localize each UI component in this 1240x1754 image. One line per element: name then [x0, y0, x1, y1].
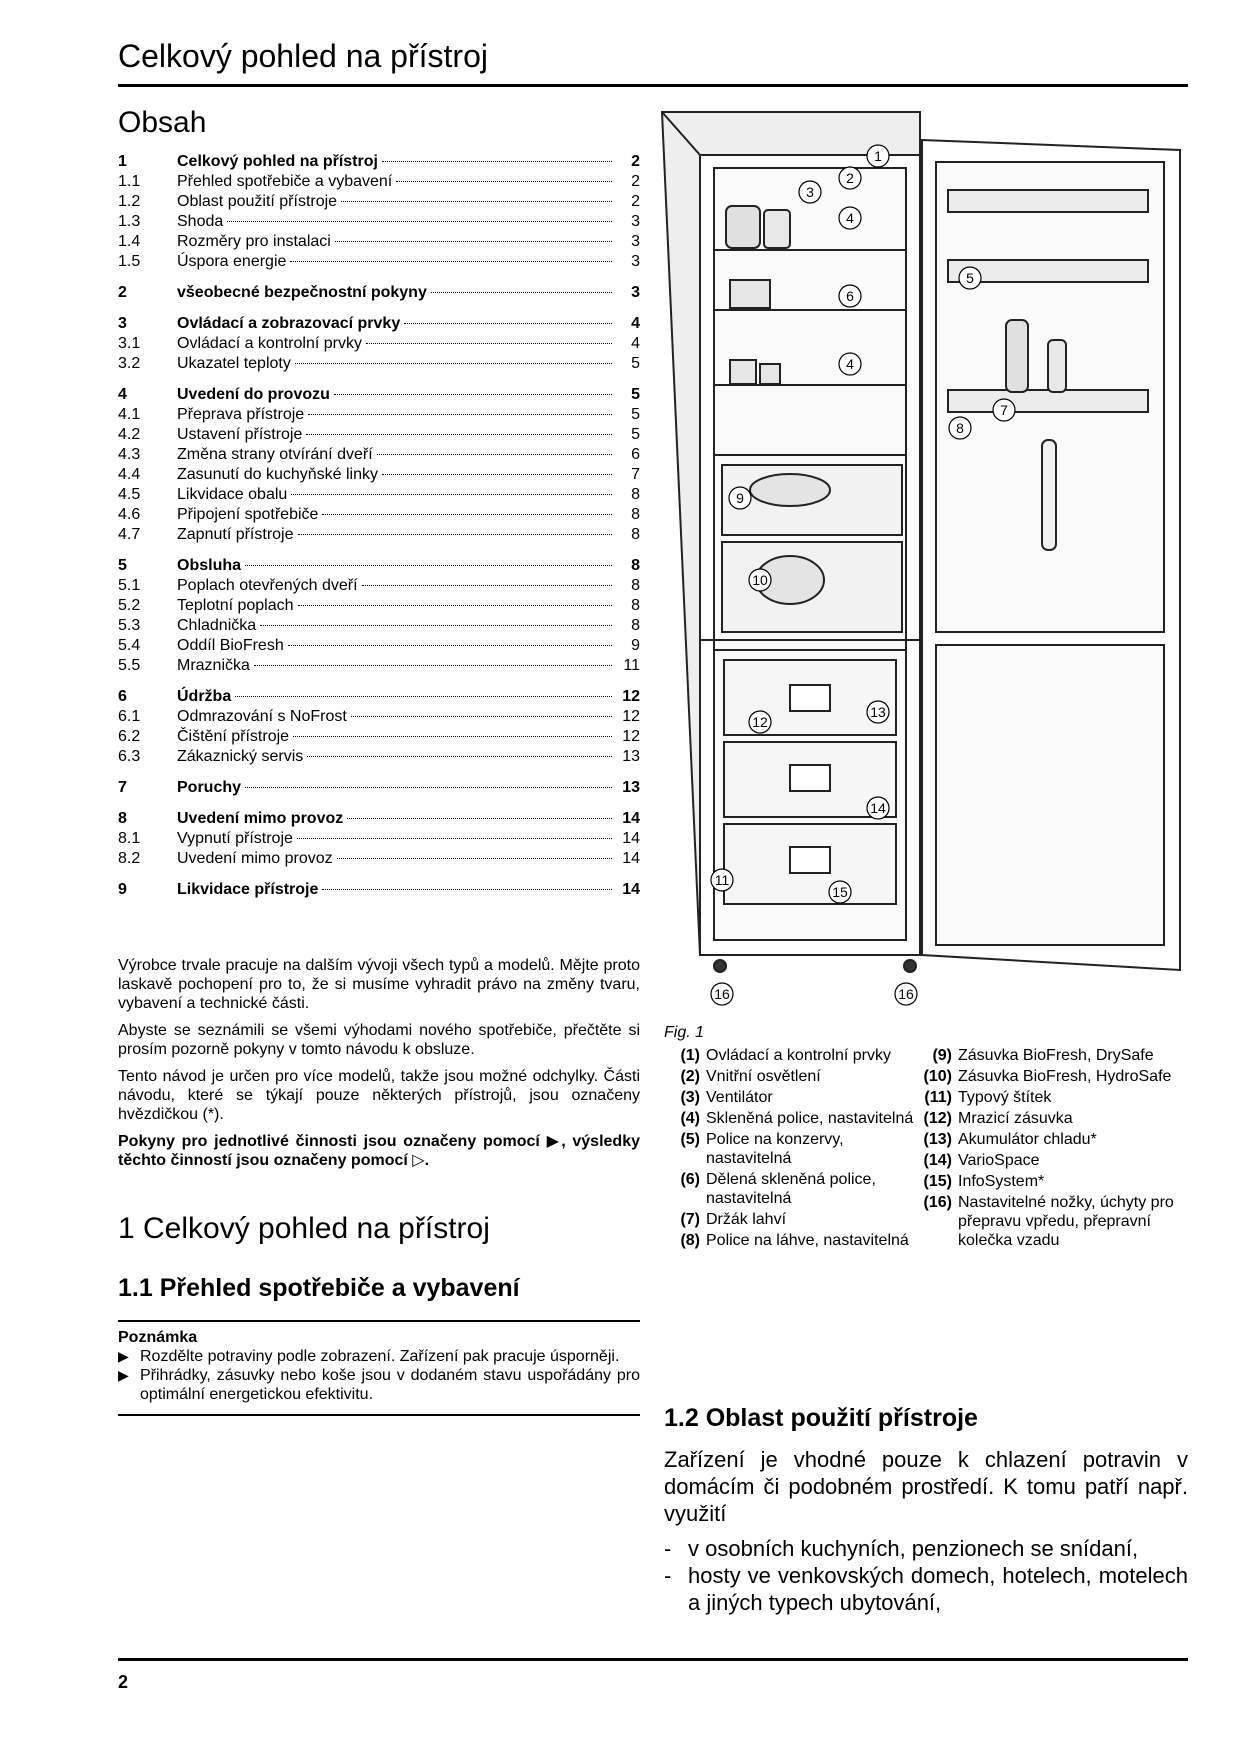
legend-text: Vnitřní osvětlení	[706, 1068, 821, 1085]
legend-number: (11)	[924, 1089, 952, 1106]
toc-entry-title: Obsluha	[177, 557, 242, 574]
toc-entry-number: 3	[118, 315, 127, 332]
toc-entry-title: Zákaznický servis	[177, 748, 304, 765]
intro-paragraph: Výrobce trvale pracuje na dalším vývoji všech typů a modelů. Mějte proto laskavě pochopení pro to, že si musíme vyhradit právo na změny tvaru, vybavení a technické části.	[118, 957, 640, 1012]
toc-entry-number: 5	[118, 557, 127, 574]
toc-entry[interactable]	[118, 505, 640, 525]
toc-entry-page: 3	[631, 284, 640, 301]
callout-label: 5	[966, 270, 974, 286]
callout-label: 16	[714, 986, 730, 1002]
toc-leader-dots	[382, 161, 612, 162]
toc-entry-number: 4.1	[118, 406, 141, 423]
callout-label: 6	[846, 288, 854, 304]
toc-entry[interactable]	[118, 556, 640, 576]
toc-entry-title: Zapnutí přístroje	[177, 526, 294, 543]
callout-label: 8	[956, 420, 964, 436]
toc-entry-number: 4.2	[118, 426, 141, 443]
legend-item	[664, 1231, 914, 1250]
toc-leader-dots	[382, 474, 612, 475]
toc-entry[interactable]	[118, 232, 640, 252]
callout-label: 3	[806, 184, 814, 200]
toc-entry-number: 5.4	[118, 637, 141, 654]
intro-paragraph: Abyste se seznámili se všemi výhodami nového spotřebiče, přečtěte si prosím pozorně pokyny v tomto návodu k obsluze.	[118, 1022, 640, 1058]
legend-text: Zásuvka BioFresh, HydroSafe	[958, 1068, 1172, 1085]
toc-leader-dots	[306, 434, 612, 435]
toc-leader-dots	[335, 241, 612, 242]
legend-text: InfoSystem*	[958, 1173, 1045, 1190]
toc-group	[118, 152, 640, 272]
toc-group	[118, 556, 640, 676]
note-item	[118, 1366, 640, 1404]
toc-entry-title: Změna strany otvírání dveří	[177, 446, 373, 463]
intro-paragraph-instructions: Pokyny pro jednotlivé činnosti jsou označeny pomocí ▶, výsledky těchto činností jsou označeny pomocí ▷.	[118, 1133, 640, 1169]
legend-item	[916, 1151, 1188, 1170]
toc-entry-title: Připojení spotřebiče	[177, 506, 319, 523]
toc-leader-dots	[362, 585, 612, 586]
legend-number: (15)	[923, 1173, 952, 1190]
toc-entry-title: Čištění přístroje	[177, 728, 290, 745]
toc-entry[interactable]	[118, 707, 640, 727]
legend-item	[916, 1088, 1188, 1107]
usage-text	[664, 1446, 1188, 1616]
toc-entry-title: Údržba	[177, 688, 232, 705]
toc-entry-page: 14	[622, 850, 640, 867]
usage-intro: Zařízení je vhodné pouze k chlazení potravin v domácím či podobném prostředí. K tomu patří např. využití	[664, 1447, 1188, 1526]
toc-leader-dots	[396, 181, 612, 182]
toc-entry-number: 1.3	[118, 213, 141, 230]
legend-number: (8)	[680, 1232, 700, 1249]
toc-entry[interactable]	[118, 172, 640, 192]
legend-number: (7)	[680, 1211, 700, 1228]
toc-entry[interactable]	[118, 596, 640, 616]
toc-leader-dots	[235, 696, 612, 697]
note-item	[118, 1347, 640, 1366]
toc-entry-number: 2	[118, 284, 127, 301]
toc-entry[interactable]	[118, 485, 640, 505]
toc-entry[interactable]	[118, 809, 640, 829]
toc-group	[118, 778, 640, 798]
callout-label: 11	[714, 872, 730, 888]
toc-entry-page: 3	[631, 253, 640, 270]
toc-entry-title: Zasunutí do kuchyňské linky	[177, 466, 378, 483]
toc-entry-page: 6	[631, 446, 640, 463]
callout-label: 13	[870, 704, 886, 720]
toc-entry-number: 1	[118, 153, 127, 170]
toc-entry-number: 7	[118, 779, 127, 796]
toc-entry-title: Poplach otevřených dveří	[177, 577, 358, 594]
toc-entry-title: Ovládací a zobrazovací prvky	[177, 315, 401, 332]
callout-label: 2	[846, 170, 854, 186]
intro-text	[118, 956, 640, 1178]
toc-entry-page: 4	[631, 315, 640, 332]
toc-entry-title: Celkový pohled na přístroj	[177, 153, 378, 170]
section-1-2-heading: 1.2 Oblast použití přístroje	[664, 1404, 978, 1432]
toc-group	[118, 687, 640, 767]
legend-number: (10)	[923, 1068, 952, 1085]
toc-entry-title: všeobecné bezpečnostní pokyny	[177, 284, 427, 301]
toc-entry-number: 6.3	[118, 748, 141, 765]
toc-group	[118, 283, 640, 303]
toc-entry[interactable]	[118, 354, 640, 374]
toc-entry-number: 1.2	[118, 193, 141, 210]
page-number: 2	[118, 1672, 129, 1692]
toc-entry-number: 5.2	[118, 597, 141, 614]
toc-entry-title: Chladnička	[177, 617, 257, 634]
legend-left	[664, 1046, 914, 1252]
fridge-figure	[660, 110, 1188, 1020]
legend-item	[916, 1172, 1188, 1191]
toc-leader-dots	[307, 756, 612, 757]
toc-entry-page: 4	[631, 335, 640, 352]
toc-entry-title: Úspora energie	[177, 253, 287, 270]
toc-entry-page: 2	[631, 173, 640, 190]
toc-entry-title: Likvidace obalu	[177, 486, 288, 503]
toc-entry-number: 5.1	[118, 577, 141, 594]
legend-item	[664, 1210, 914, 1229]
toc-entry-number: 5.5	[118, 657, 141, 674]
toc-leader-dots	[351, 716, 612, 717]
list-item-text: hosty ve venkovských domech, hotelech, motelech a jiných typech ubytování,	[688, 1563, 1188, 1615]
toc-leader-dots	[347, 818, 612, 819]
legend-number: (6)	[680, 1171, 700, 1188]
toc-entry[interactable]	[118, 192, 640, 212]
toc-entry-page: 13	[622, 779, 640, 796]
action-arrow-icon: ▶	[118, 1367, 129, 1383]
toc-entry[interactable]	[118, 252, 640, 272]
list-item	[664, 1562, 1188, 1616]
toc-group	[118, 809, 640, 869]
legend-text: Nastavitelné nožky, úchyty pro přepravu vpředu, přepravní kolečka vzadu	[958, 1194, 1174, 1249]
toc-entry-number: 6.2	[118, 728, 141, 745]
callout-label: 4	[846, 210, 854, 226]
note-title: Poznámka	[118, 1329, 198, 1346]
toc-entry-title: Ovládací a kontrolní prvky	[177, 335, 362, 352]
toc-leader-dots	[404, 323, 612, 324]
note-box	[118, 1320, 640, 1416]
toc-entry-number: 6.1	[118, 708, 141, 725]
legend-number: (5)	[680, 1131, 700, 1148]
list-item-text: v osobních kuchyních, penzionech se snídaní,	[688, 1536, 1139, 1561]
toc-entry-page: 2	[631, 193, 640, 210]
legend-number: (16)	[923, 1194, 952, 1211]
toc-leader-dots	[245, 565, 612, 566]
toc-entry[interactable]	[118, 425, 640, 445]
toc-entry-number: 5.3	[118, 617, 141, 634]
toc-entry-title: Uvedení mimo provoz	[177, 810, 344, 827]
toc-leader-dots	[377, 454, 612, 455]
toc-leader-dots	[341, 201, 612, 202]
toc-entry[interactable]	[118, 849, 640, 869]
header-rule	[118, 84, 1188, 87]
toc-leader-dots	[366, 343, 612, 344]
toc-leader-dots	[293, 736, 612, 737]
toc-entry[interactable]	[118, 727, 640, 747]
toc-entry-page: 2	[631, 153, 640, 170]
page-title: Celkový pohled na přístroj	[118, 38, 488, 74]
toc-entry[interactable]	[118, 616, 640, 636]
toc-entry-page: 7	[631, 466, 640, 483]
toc-entry[interactable]	[118, 880, 640, 900]
callout-label: 14	[870, 800, 886, 816]
toc-entry-number: 4.7	[118, 526, 141, 543]
toc-leader-dots	[295, 363, 612, 364]
toc-entry[interactable]	[118, 656, 640, 676]
callout-label: 4	[846, 356, 854, 372]
legend-item	[664, 1067, 914, 1086]
toc-entry-page: 11	[623, 657, 640, 674]
toc-entry-title: Přeprava přístroje	[177, 406, 305, 423]
toc-entry-page: 8	[631, 577, 640, 594]
toc-leader-dots	[254, 665, 612, 666]
toc-entry-page: 8	[631, 526, 640, 543]
toc-entry[interactable]	[118, 405, 640, 425]
toc-entry-title: Rozměry pro instalaci	[177, 233, 331, 250]
toc-entry-page: 5	[631, 355, 640, 372]
callout-label: 16	[898, 986, 914, 1002]
toc-leader-dots	[297, 838, 612, 839]
toc-entry-page: 8	[631, 557, 640, 574]
toc-entry-page: 5	[631, 426, 640, 443]
toc-entry-title: Uvedení mimo provoz	[177, 850, 333, 867]
toc-entry[interactable]	[118, 778, 640, 798]
legend-number: (12)	[923, 1110, 952, 1127]
door-shelf-bottles	[948, 390, 1148, 412]
toc-group	[118, 314, 640, 374]
toc-entry-page: 14	[622, 810, 640, 827]
toc-leader-dots	[298, 534, 613, 535]
legend-text: Typový štítek	[958, 1089, 1052, 1106]
toc-entry-title: Uvedení do provozu	[177, 386, 330, 403]
toc-leader-dots	[322, 889, 612, 890]
legend-item	[664, 1088, 914, 1107]
toc-entry-page: 13	[622, 748, 640, 765]
toc-entry[interactable]	[118, 385, 640, 405]
table-of-contents	[118, 152, 640, 911]
legend-text: Police na láhve, nastavitelná	[706, 1232, 909, 1249]
toc-entry-page: 5	[631, 406, 640, 423]
toc-entry[interactable]	[118, 445, 640, 465]
intro-paragraph: Tento návod je určen pro více modelů, takže jsou možné odchylky. Části návodu, které se týkají pouze některých přístrojů, jsou označeny hvězdičkou (*).	[118, 1068, 640, 1123]
legend-item	[916, 1067, 1188, 1086]
toc-entry[interactable]	[118, 212, 640, 232]
toc-entry-page: 8	[631, 486, 640, 503]
toc-leader-dots	[290, 261, 612, 262]
legend-text: VarioSpace	[958, 1152, 1040, 1169]
list-item	[664, 1535, 1188, 1562]
legend-text: Dělená skleněná police, nastavitelná	[706, 1171, 876, 1207]
toc-entry-page: 3	[631, 213, 640, 230]
toc-entry-page: 8	[631, 506, 640, 523]
toc-entry-number: 8.1	[118, 830, 141, 847]
toc-entry-title: Vypnutí přístroje	[177, 830, 293, 847]
toc-entry-title: Ustavení přístroje	[177, 426, 303, 443]
toc-leader-dots	[308, 414, 612, 415]
toc-entry-page: 12	[622, 728, 640, 745]
toc-entry-page: 9	[631, 637, 640, 654]
callout-label: 7	[1000, 402, 1008, 418]
legend-item	[916, 1193, 1188, 1250]
toc-entry-number: 4.4	[118, 466, 141, 483]
freezer-door-inner	[936, 645, 1164, 945]
toc-entry[interactable]	[118, 525, 640, 545]
toc-entry-title: Oddíl BioFresh	[177, 637, 284, 654]
toc-leader-dots	[260, 625, 612, 626]
list-dash: -	[664, 1563, 672, 1588]
toc-entry-page: 14	[622, 881, 640, 898]
legend-number: (14)	[923, 1152, 952, 1169]
section-1-1-heading: 1.1 Přehled spotřebiče a vybavení	[118, 1274, 520, 1302]
toc-leader-dots	[291, 494, 612, 495]
toc-entry-page: 12	[622, 708, 640, 725]
legend-text: Police na konzervy, nastavitelná	[706, 1131, 844, 1167]
toc-entry[interactable]	[118, 334, 640, 354]
action-arrow-icon: ▶	[118, 1348, 129, 1364]
legend-item	[664, 1130, 914, 1168]
toc-entry[interactable]	[118, 747, 640, 767]
section-1-heading: 1 Celkový pohled na přístroj	[118, 1212, 490, 1245]
toc-entry[interactable]	[118, 152, 640, 172]
legend-item	[916, 1046, 1188, 1065]
note-item-text: Rozdělte potraviny podle zobrazení. Zařízení pak pracuje úsporněji.	[140, 1348, 620, 1365]
legend-text: Akumulátor chladu*	[958, 1131, 1097, 1148]
legend-text: Zásuvka BioFresh, DrySafe	[958, 1047, 1154, 1064]
toc-group	[118, 385, 640, 545]
toc-entry-page: 14	[622, 830, 640, 847]
footer-rule	[118, 1658, 1188, 1661]
note-item-text: Přihrádky, zásuvky nebo koše jsou v dodaném stavu uspořádány pro optimální energetickou efektivitu.	[140, 1367, 640, 1403]
toc-entry[interactable]	[118, 465, 640, 485]
toc-leader-dots	[298, 605, 612, 606]
callout-label: 10	[752, 572, 768, 588]
legend-item	[664, 1109, 914, 1128]
toc-entry-number: 4	[118, 386, 127, 403]
toc-entry[interactable]	[118, 687, 640, 707]
callout-label: 1	[874, 148, 882, 164]
callout-label: 15	[832, 884, 848, 900]
toc-entry-title: Přehled spotřebiče a vybavení	[177, 173, 393, 190]
legend-number: (4)	[680, 1110, 700, 1127]
callout-label: 12	[752, 714, 768, 730]
legend-number: (1)	[680, 1047, 700, 1064]
toc-entry-number: 3.2	[118, 355, 141, 372]
legend-text: Skleněná police, nastavitelná	[706, 1110, 914, 1127]
toc-entry-title: Mraznička	[177, 657, 250, 674]
legend-text: Ovládací a kontrolní prvky	[706, 1047, 891, 1064]
toc-entry-number: 1.5	[118, 253, 141, 270]
toc-entry-page: 8	[631, 617, 640, 634]
toc-entry[interactable]	[118, 314, 640, 334]
legend-item	[916, 1109, 1188, 1128]
toc-entry-page: 8	[631, 597, 640, 614]
toc-entry-title: Likvidace přístroje	[177, 881, 319, 898]
toc-entry-number: 3.1	[118, 335, 141, 352]
toc-entry-number: 4.3	[118, 446, 141, 463]
toc-entry-title: Shoda	[177, 213, 224, 230]
toc-leader-dots	[288, 645, 612, 646]
toc-entry-number: 9	[118, 881, 127, 898]
fridge-illustration	[660, 110, 1188, 1020]
toc-leader-dots	[431, 292, 612, 293]
toc-entry-number: 8.2	[118, 850, 141, 867]
door-shelf	[948, 190, 1148, 212]
legend-text: Mrazicí zásuvka	[958, 1110, 1073, 1127]
legend-right	[916, 1046, 1188, 1252]
toc-entry-number: 4.5	[118, 486, 141, 503]
toc-entry-title: Oblast použití přístroje	[177, 193, 338, 210]
toc-entry-number: 4.6	[118, 506, 141, 523]
toc-entry-title: Odmrazování s NoFrost	[177, 708, 347, 725]
toc-entry-number: 1.4	[118, 233, 141, 250]
toc-heading: Obsah	[118, 106, 207, 139]
legend-text: Držák lahví	[706, 1211, 787, 1228]
toc-entry-title: Teplotní poplach	[177, 597, 294, 614]
toc-leader-dots	[227, 221, 612, 222]
toc-entry[interactable]	[118, 829, 640, 849]
figure-label: Fig. 1	[664, 1024, 705, 1041]
toc-entry-page: 3	[631, 233, 640, 250]
legend-item	[664, 1170, 914, 1208]
callout-label: 9	[736, 490, 744, 506]
toc-entry-number: 8	[118, 810, 127, 827]
legend-number: (3)	[680, 1089, 700, 1106]
toc-entry-page: 5	[631, 386, 640, 403]
toc-group	[118, 880, 640, 900]
legend-text: Ventilátor	[706, 1089, 773, 1106]
legend-number: (9)	[932, 1047, 952, 1064]
toc-entry[interactable]	[118, 576, 640, 596]
legend-item	[664, 1046, 914, 1065]
toc-entry-number: 6	[118, 688, 127, 705]
legend-number: (2)	[680, 1068, 700, 1085]
legend-number: (13)	[923, 1131, 952, 1148]
legend-item	[916, 1130, 1188, 1149]
toc-entry[interactable]	[118, 283, 640, 303]
toc-leader-dots	[337, 858, 612, 859]
toc-entry[interactable]	[118, 636, 640, 656]
list-dash: -	[664, 1536, 672, 1561]
toc-leader-dots	[322, 514, 612, 515]
toc-entry-page: 12	[622, 688, 640, 705]
toc-entry-number: 1.1	[118, 173, 141, 190]
toc-entry-title: Poruchy	[177, 779, 242, 796]
toc-leader-dots	[245, 787, 612, 788]
toc-entry-title: Ukazatel teploty	[177, 355, 291, 372]
toc-leader-dots	[334, 394, 612, 395]
